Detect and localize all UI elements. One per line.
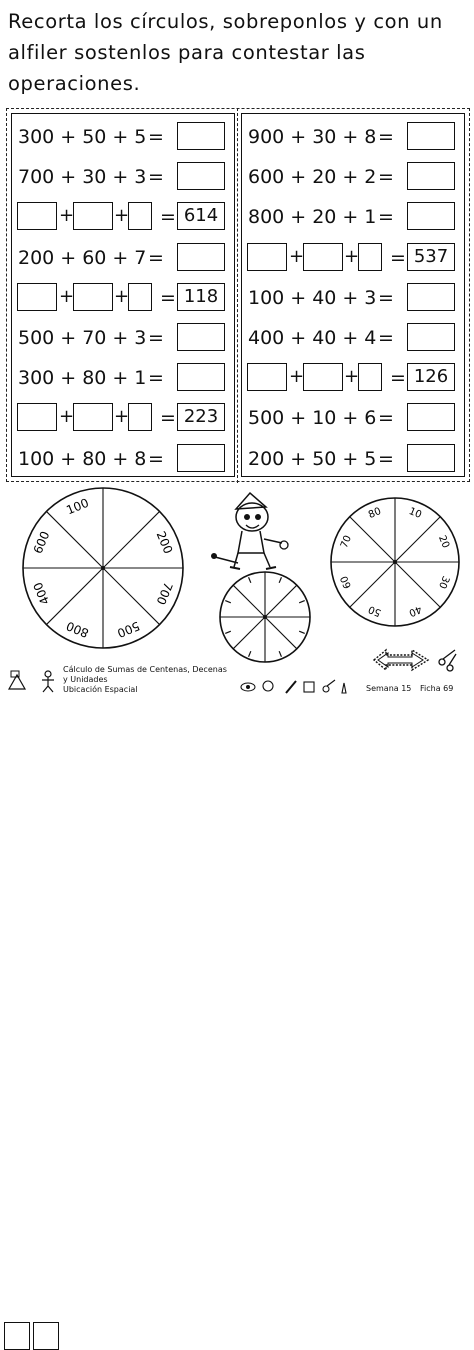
plus-sign: +	[344, 366, 360, 388]
addend: 200	[18, 246, 55, 269]
addend: 300	[18, 126, 55, 148]
answer-box[interactable]	[177, 444, 225, 472]
equals-sign: =	[378, 327, 394, 349]
plus-sign: +	[289, 245, 305, 267]
plus-sign: +	[290, 447, 307, 470]
plus-sign: +	[342, 407, 359, 430]
plus-sign: +	[342, 206, 359, 229]
units-wheel-divider	[265, 585, 297, 617]
plus-sign: +	[60, 367, 77, 390]
ficha-label: Ficha 69	[420, 684, 454, 693]
addend: 30	[82, 166, 107, 189]
addend: 7	[134, 246, 147, 269]
footer-line-3: Ubicación Espacial	[63, 685, 138, 694]
plus-sign: +	[290, 126, 307, 148]
tens-label: 30	[435, 574, 452, 591]
footer-line-2: y Unidades	[63, 675, 108, 684]
addend: 2	[364, 166, 377, 189]
equals-sign: =	[160, 206, 176, 229]
cartoon-boy-illustration	[210, 487, 300, 577]
left-row	[12, 200, 234, 234]
addend: 10	[312, 407, 337, 430]
instructions-line-1: Recorta los círculos, sobreponlos y con un	[8, 10, 443, 33]
footer-activity-icons	[240, 677, 350, 697]
left-row	[12, 401, 234, 435]
addition-expression	[18, 364, 146, 392]
addend: 60	[82, 246, 107, 269]
left-row	[12, 241, 234, 275]
addend: 500	[248, 407, 285, 430]
plus-sign: +	[114, 205, 130, 227]
hundreds-wheel-center	[101, 566, 105, 570]
addend: 500	[18, 327, 55, 349]
plus-sign: +	[342, 286, 359, 309]
left-row	[12, 281, 234, 315]
footer-icons-drawing	[4, 667, 60, 695]
addend: 4	[364, 327, 377, 349]
addend: 5	[364, 447, 377, 470]
hundreds-wheel-divider	[103, 568, 160, 625]
equals-sign: =	[148, 367, 164, 390]
equals-sign: =	[378, 166, 394, 189]
addition-expression	[248, 404, 376, 432]
units-wheel-tick	[225, 631, 231, 633]
equals-sign: =	[378, 126, 394, 148]
tens-wheel-divider	[395, 517, 440, 562]
addend: 400	[248, 327, 285, 349]
tens-label: 70	[338, 533, 355, 550]
addend: 40	[312, 286, 337, 309]
addition-expression	[248, 324, 376, 352]
tens-wheel-divider	[350, 562, 395, 607]
addend-input-box-2[interactable]	[73, 283, 113, 311]
left-row	[12, 361, 234, 395]
tens-label: 80	[366, 505, 383, 522]
units-wheel-tick	[249, 577, 251, 583]
equals-sign: =	[378, 206, 394, 229]
tens-label: 40	[407, 602, 424, 619]
addend: 3	[364, 286, 377, 309]
addend: 3	[134, 166, 147, 189]
answer-box[interactable]	[407, 444, 455, 472]
hundreds-wheel-divider	[103, 511, 160, 568]
units-wheel-tick	[225, 601, 231, 603]
addend-input-box-1[interactable]	[17, 403, 57, 431]
addend-input-box-2[interactable]	[303, 363, 343, 391]
answer-box[interactable]: 614	[177, 202, 225, 230]
right-row	[242, 442, 464, 476]
units-wheel-divider	[265, 617, 297, 649]
right-row	[242, 281, 464, 315]
equals-sign: =	[148, 246, 164, 269]
left-row	[12, 442, 234, 476]
addend: 100	[248, 286, 285, 309]
addend-input-box-3[interactable]	[128, 403, 152, 431]
addend-input-box-3[interactable]	[128, 283, 152, 311]
plus-sign: +	[290, 166, 307, 189]
equals-sign: =	[390, 367, 406, 390]
addition-expression	[18, 163, 146, 191]
addend: 80	[82, 447, 107, 470]
answer-box[interactable]	[177, 162, 225, 190]
addend: 6	[364, 407, 377, 430]
addition-expression	[18, 324, 146, 352]
addend: 20	[312, 206, 337, 229]
addition-expression	[248, 284, 376, 312]
addend: 5	[134, 126, 147, 148]
addend-input-box-1[interactable]	[17, 283, 57, 311]
addend: 50	[82, 126, 107, 148]
right-row	[242, 200, 464, 234]
equals-sign: =	[378, 286, 394, 309]
tens-wheel-divider	[350, 517, 395, 562]
instructions-line-2: alfiler sostenlos para contestar las	[8, 41, 366, 64]
plus-sign: +	[60, 447, 77, 470]
answer-box[interactable]	[177, 243, 225, 271]
plus-sign: +	[289, 366, 305, 388]
units-wheel[interactable]	[215, 567, 315, 667]
left-row	[12, 160, 234, 194]
plus-sign: +	[60, 166, 77, 189]
cut-separator	[237, 108, 238, 483]
plus-sign: +	[290, 327, 307, 349]
answer-box[interactable]	[177, 122, 225, 150]
addend-input-box-2[interactable]	[73, 202, 113, 230]
plus-sign: +	[112, 447, 129, 470]
plus-sign: +	[112, 246, 129, 269]
footer-line-1: Cálculo de Sumas de Centenas, Decenas	[63, 665, 227, 674]
addend: 80	[82, 367, 107, 390]
units-wheel-tick	[299, 631, 305, 633]
addend: 600	[248, 166, 285, 189]
tens-wheel-center	[393, 560, 397, 564]
plus-sign: +	[112, 327, 129, 349]
units-wheel-tick	[279, 577, 281, 583]
hundreds-label: 700	[153, 580, 176, 607]
instructions-line-3: operaciones.	[8, 72, 141, 95]
addend: 20	[312, 166, 337, 189]
plus-sign: +	[342, 447, 359, 470]
addend: 30	[312, 126, 337, 148]
addition-expression	[248, 123, 376, 151]
plus-sign: +	[59, 285, 75, 307]
equals-sign: =	[390, 246, 406, 269]
answer-box[interactable]: 118	[177, 283, 225, 311]
plus-sign: +	[114, 285, 130, 307]
left-row	[12, 120, 234, 154]
plus-sign: +	[112, 126, 129, 148]
answer-box[interactable]	[407, 283, 455, 311]
addend: 50	[312, 447, 337, 470]
answer-box[interactable]	[407, 323, 455, 351]
addend-input-box-2[interactable]	[303, 243, 343, 271]
hundreds-wheel[interactable]	[8, 485, 198, 655]
addend: 70	[82, 327, 107, 349]
answer-box[interactable]	[407, 122, 455, 150]
addend-input-box-3[interactable]	[128, 202, 152, 230]
shapes-icon	[4, 1322, 30, 1350]
equals-sign: =	[148, 166, 164, 189]
addend-input-box-3[interactable]	[358, 243, 382, 271]
answer-box[interactable]: 126	[407, 363, 455, 391]
addition-expression	[248, 445, 376, 473]
addend: 8	[364, 126, 377, 148]
equals-sign: =	[378, 407, 394, 430]
equals-sign: =	[148, 447, 164, 470]
person-icon	[33, 1322, 59, 1350]
equals-sign: =	[148, 327, 164, 349]
addend: 700	[18, 166, 55, 189]
addition-expression	[248, 203, 376, 231]
right-row	[242, 241, 464, 275]
hundreds-label: 500	[115, 618, 142, 641]
tens-label: 20	[435, 533, 452, 550]
instructions	[8, 6, 470, 99]
plus-sign: +	[59, 406, 75, 428]
addend-input-box-3[interactable]	[358, 363, 382, 391]
right-row	[242, 401, 464, 435]
addend: 800	[248, 206, 285, 229]
plus-sign: +	[342, 327, 359, 349]
addend: 100	[18, 447, 55, 470]
addend-input-box-2[interactable]	[73, 403, 113, 431]
equals-sign: =	[160, 407, 176, 430]
hundreds-wheel-divider	[46, 568, 103, 625]
answer-box[interactable]: 537	[407, 243, 455, 271]
right-row	[242, 361, 464, 395]
plus-sign: +	[112, 367, 129, 390]
addend: 8	[134, 447, 147, 470]
addend-input-box-1[interactable]	[247, 243, 287, 271]
addition-expression	[18, 244, 146, 272]
tens-wheel-divider	[395, 562, 440, 607]
hundreds-label: 800	[64, 618, 91, 641]
units-wheel-divider	[233, 585, 265, 617]
plus-sign: +	[59, 205, 75, 227]
units-wheel-divider	[233, 617, 265, 649]
plus-sign: +	[290, 286, 307, 309]
tens-label: 10	[407, 505, 424, 522]
addition-expression	[248, 163, 376, 191]
units-wheel-tick	[299, 601, 305, 603]
answer-box[interactable]	[407, 403, 455, 431]
hundreds-label: 100	[64, 495, 91, 518]
answer-box[interactable]	[177, 363, 225, 391]
hundreds-label: 200	[153, 529, 176, 556]
addend: 1	[134, 367, 147, 390]
plus-sign: +	[112, 166, 129, 189]
footer-description	[63, 665, 228, 695]
plus-sign: +	[114, 406, 130, 428]
addend: 40	[312, 327, 337, 349]
semana-label: Semana 15	[366, 684, 412, 693]
hundreds-wheel-divider	[46, 511, 103, 568]
tens-wheel[interactable]	[325, 492, 465, 632]
addend: 900	[248, 126, 285, 148]
addend-input-box-1[interactable]	[247, 363, 287, 391]
plus-sign: +	[342, 166, 359, 189]
answer-box[interactable]	[407, 202, 455, 230]
plus-sign: +	[60, 246, 77, 269]
addend: 3	[134, 327, 147, 349]
addend: 1	[364, 206, 377, 229]
tens-label: 50	[366, 602, 383, 619]
plus-sign: +	[290, 206, 307, 229]
answer-box[interactable]	[177, 323, 225, 351]
plus-sign: +	[344, 245, 360, 267]
equals-sign: =	[378, 447, 394, 470]
equals-sign: =	[148, 126, 164, 148]
plus-sign: +	[290, 407, 307, 430]
addend-input-box-1[interactable]	[17, 202, 57, 230]
addition-expression	[18, 123, 146, 151]
right-row	[242, 160, 464, 194]
hundreds-label: 600	[30, 529, 53, 556]
left-row	[12, 321, 234, 355]
addend: 300	[18, 367, 55, 390]
right-panel	[241, 113, 465, 477]
addition-expression	[18, 445, 146, 473]
tens-label: 60	[338, 574, 355, 591]
units-wheel-center	[263, 615, 267, 619]
answer-box[interactable]	[407, 162, 455, 190]
plus-sign: +	[342, 126, 359, 148]
equals-sign: =	[160, 286, 176, 309]
addend: 200	[248, 447, 285, 470]
plus-sign: +	[60, 327, 77, 349]
right-row	[242, 120, 464, 154]
hundreds-label: 400	[30, 580, 53, 607]
answer-box[interactable]: 223	[177, 403, 225, 431]
right-row	[242, 321, 464, 355]
plus-sign: +	[60, 126, 77, 148]
left-panel	[11, 113, 235, 477]
